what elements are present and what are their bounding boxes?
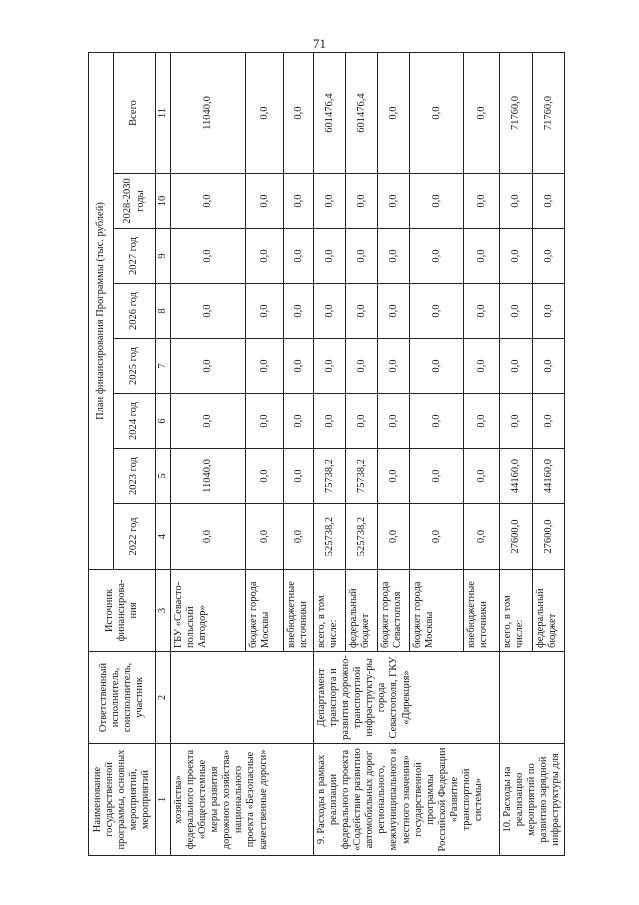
value-cell: 0,0 [246,52,284,173]
row-name: хозяйства» федерального проекта «Общесистемные меры развития дорожного хозяйства» национального проекта «Безопасные качественные дороги» [171,744,314,856]
header-year: Всего [114,52,156,173]
value-cell: 0,0 [171,229,246,284]
row-source: бюджет города Москвы [246,570,284,652]
header-responsible: Ответственный исполнитель, соисполнитель, участник [89,652,156,744]
value-cell: 0,0 [378,394,410,449]
value-cell: 0,0 [284,174,314,229]
index-cell: 2 [156,652,171,744]
row-source: всего, в том числе: [500,570,533,652]
value-cell: 525738,2 [314,504,346,570]
row-responsible: Департамент транспорта и развития дорожно-транспортной инфраструкту-ры города Севастополя, ГКУ «Дирекция» [314,652,500,744]
header-source: Источник финансирова-ния [89,570,156,652]
value-cell: 44160,0 [500,449,533,504]
value-cell: 0,0 [246,229,284,284]
value-cell: 0,0 [532,339,565,394]
row-source: ГБУ «Севасто-польский Автодор» [171,570,246,652]
value-cell: 0,0 [500,284,533,339]
value-cell: 27600,0 [532,504,565,570]
value-cell: 0,0 [378,449,410,504]
row-name: 9. Расходы в рамках реализации федерального проекта «Содействие развитию автомобильных дорог регионального, межмуниципального и местного значения» государственной программы Российской Федерации «Развитие транспортной системы» [314,744,500,856]
row-source: бюджет города Москвы [410,570,464,652]
row-responsible [500,652,565,744]
value-cell: 0,0 [171,339,246,394]
value-cell: 0,0 [500,394,533,449]
value-cell: 0,0 [464,229,500,284]
value-cell: 0,0 [464,52,500,173]
value-cell: 0,0 [464,339,500,394]
value-cell: 0,0 [532,229,565,284]
value-cell: 0,0 [410,52,464,173]
value-cell: 0,0 [500,229,533,284]
header-year: 2025 год [114,339,156,394]
table-row [500,52,533,855]
header-name: Наименование государственной программы, основных мероприятий, мероприятий [89,744,156,856]
value-cell: 0,0 [246,339,284,394]
value-cell: 601476,4 [314,52,346,173]
value-cell: 0,0 [378,504,410,570]
index-cell: 5 [156,449,171,504]
value-cell: 0,0 [532,174,565,229]
value-cell: 0,0 [171,504,246,570]
table-row [171,52,246,855]
value-cell: 0,0 [284,504,314,570]
value-cell: 0,0 [284,394,314,449]
value-cell: 0,0 [171,174,246,229]
value-cell: 0,0 [378,174,410,229]
value-cell: 0,0 [346,174,378,229]
value-cell: 44160,0 [532,449,565,504]
header-year: 2028-2030 годы [114,174,156,229]
index-cell: 6 [156,394,171,449]
row-source: бюджет города Севастополя [378,570,410,652]
value-cell: 11040,0 [171,52,246,173]
value-cell: 0,0 [500,339,533,394]
value-cell: 11040,0 [171,449,246,504]
index-cell: 4 [156,504,171,570]
value-cell: 75738,2 [346,449,378,504]
header-year: 2024 год [114,394,156,449]
value-cell: 0,0 [346,284,378,339]
value-cell: 0,0 [378,229,410,284]
value-cell: 0,0 [410,504,464,570]
value-cell: 0,0 [410,394,464,449]
row-source: федеральный бюджет [532,570,565,652]
index-cell: 1 [156,744,171,856]
value-cell: 0,0 [410,229,464,284]
value-cell: 0,0 [284,339,314,394]
row-source: всего, в том числе: [314,570,346,652]
value-cell: 0,0 [171,284,246,339]
value-cell: 0,0 [346,339,378,394]
value-cell: 0,0 [410,284,464,339]
header-year: 2022 год [114,504,156,570]
financing-table [88,52,565,856]
value-cell: 0,0 [532,284,565,339]
value-cell: 0,0 [464,284,500,339]
row-source: федеральный бюджет [346,570,378,652]
row-source: внебюджетные источники [284,570,314,652]
value-cell: 0,0 [246,174,284,229]
header-year: 2027 год [114,229,156,284]
value-cell: 0,0 [314,284,346,339]
value-cell: 0,0 [284,449,314,504]
index-cell: 8 [156,284,171,339]
value-cell: 0,0 [284,52,314,173]
value-cell: 0,0 [284,229,314,284]
value-cell: 0,0 [410,174,464,229]
value-cell: 0,0 [378,339,410,394]
value-cell: 0,0 [500,174,533,229]
value-cell: 0,0 [410,449,464,504]
value-cell: 0,0 [246,504,284,570]
value-cell: 0,0 [378,52,410,173]
value-cell: 525738,2 [346,504,378,570]
row-source: внебюджетные источники [464,570,500,652]
index-cell: 3 [156,570,171,652]
header-plan: План финансирования Программы (тыс. рублей) [89,52,114,569]
header-year: 2026 год [114,284,156,339]
row-responsible [171,652,314,744]
value-cell: 0,0 [246,449,284,504]
value-cell: 71760,0 [500,52,533,173]
value-cell: 0,0 [346,394,378,449]
value-cell: 0,0 [464,394,500,449]
value-cell: 0,0 [246,284,284,339]
header-year: 2023 год [114,449,156,504]
rotated-table-container [88,53,622,856]
index-cell: 11 [156,52,171,173]
value-cell: 71760,0 [532,52,565,173]
value-cell: 0,0 [246,394,284,449]
index-cell: 7 [156,339,171,394]
value-cell: 0,0 [171,394,246,449]
value-cell: 0,0 [346,229,378,284]
value-cell: 0,0 [314,339,346,394]
value-cell: 75738,2 [314,449,346,504]
index-cell: 9 [156,229,171,284]
value-cell: 0,0 [410,339,464,394]
value-cell: 0,0 [378,284,410,339]
value-cell: 0,0 [532,394,565,449]
value-cell: 0,0 [314,394,346,449]
page-number: 71 [313,36,326,51]
value-cell: 0,0 [464,449,500,504]
row-name: 10. Расходы на реализацию мероприятий по развитию зарядной инфраструктуры для [500,744,565,856]
value-cell: 601476,4 [346,52,378,173]
value-cell: 0,0 [314,229,346,284]
value-cell: 0,0 [464,174,500,229]
table-row [314,52,346,855]
value-cell: 0,0 [314,174,346,229]
value-cell: 27600,0 [500,504,533,570]
index-cell: 10 [156,174,171,229]
value-cell: 0,0 [464,504,500,570]
value-cell: 0,0 [284,284,314,339]
